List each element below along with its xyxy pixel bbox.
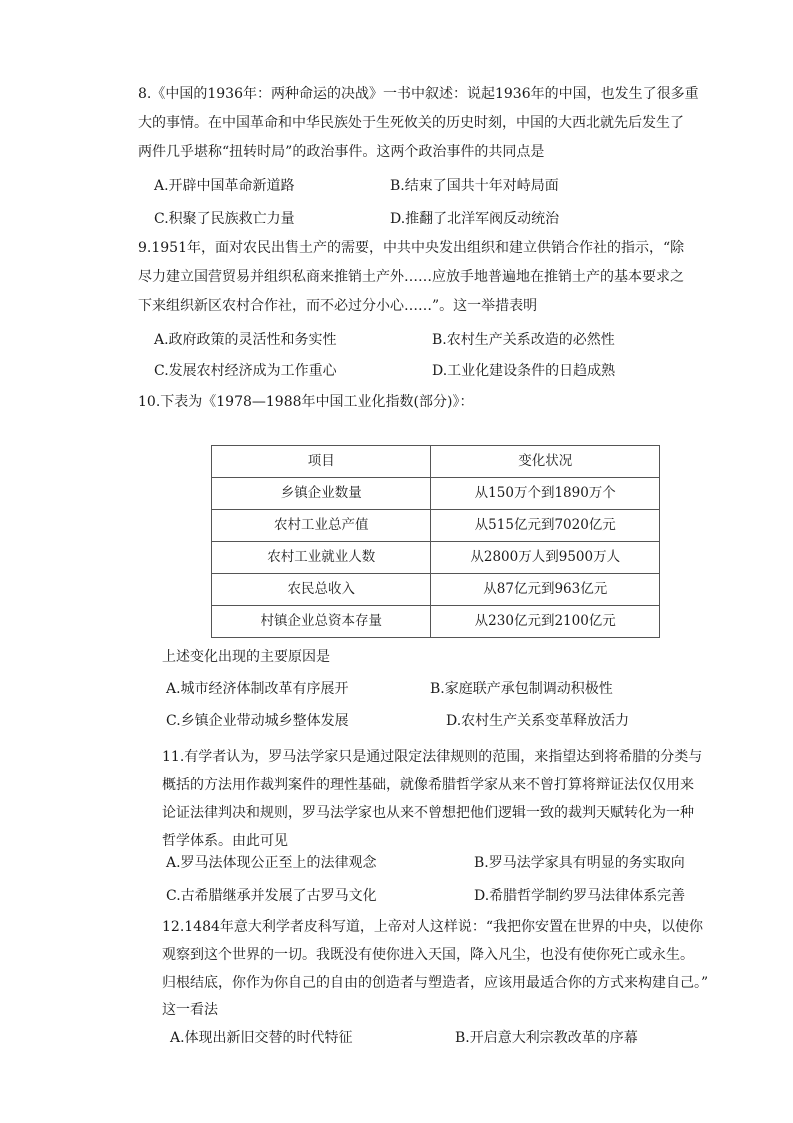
table-cell: 从87亿元到963亿元 [431, 574, 660, 606]
q10-intro: 10.下表为《1978—1988年中国工业化指数(部分)》： [138, 394, 474, 410]
table-row [212, 478, 660, 510]
q11-line-3: 论证法律判决和规则，罗马法学家也从来不曾想把他们逻辑一致的裁判天赋转化为一种 [162, 805, 694, 821]
q8-option-c: C.积聚了民族救亡力量 [154, 211, 295, 227]
table-row [212, 542, 660, 574]
q10-option-a: A.城市经济体制改革有序展开 [166, 681, 349, 697]
table-cell: 从515亿元到7020亿元 [431, 510, 660, 542]
q10-option-b: B.家庭联产承包制调动积极性 [430, 681, 613, 697]
table-cell: 从2800万人到9500万人 [431, 542, 660, 574]
q12-line-4: 这一看法 [162, 1002, 218, 1018]
q8-option-d: D.推翻了北洋军阀反动统治 [390, 211, 560, 227]
q10-option-c: C.乡镇企业带动城乡整体发展 [166, 713, 349, 729]
q9-option-d: D.工业化建设条件的日趋成熟 [432, 363, 616, 379]
table-row [212, 606, 660, 638]
q10-question: 上述变化出现的主要原因是 [162, 649, 330, 665]
q11-option-c: C.古希腊继承并发展了古罗马文化 [166, 888, 377, 904]
table-cell: 农民总收入 [212, 574, 431, 606]
q8-option-a: A.开辟中国革命新道路 [154, 178, 295, 194]
q8-line-1: 8.《中国的1936年：两种命运的决战》一书中叙述：说起1936年的中国，也发生了很多重 [138, 86, 699, 102]
table-header-row [212, 446, 660, 478]
q9-line-3: 下来组织新区农村合作社，而不必过分小心……”。这一举措表明 [138, 298, 538, 314]
table-row [212, 574, 660, 606]
q11-option-d: D.希腊哲学制约罗马法律体系完善 [474, 888, 686, 904]
q9-line-1: 9.1951年，面对农民出售土产的需要，中共中央发出组织和建立供销合作社的指示，“除 [138, 240, 685, 256]
q12-line-2: 观察到这个世界的一切。我既没有使你进入天国，降入凡尘，也没有使你死亡或永生。 [162, 947, 694, 963]
q12-line-3: 归根结底，你作为你自己的自由的创造者与塑造者，应该用最适合你的方式来构建自己。” [162, 975, 709, 991]
q11-line-1: 11.有学者认为，罗马法学家只是通过限定法律规则的范围，来指望达到将希腊的分类与 [162, 749, 703, 765]
q11-option-a: A.罗马法体现公正至上的法律观念 [166, 855, 377, 871]
q9-option-c: C.发展农村经济成为工作重心 [154, 363, 337, 379]
q11-line-2: 概括的方法用作裁判案件的理性基础，就像希腊哲学家从来不曾打算将辩证法仅仅用来 [162, 777, 694, 793]
q12-option-a: A.体现出新旧交替的时代特征 [170, 1030, 353, 1046]
q8-line-3: 两件几乎堪称“扭转时局”的政治事件。这两个政治事件的共同点是 [138, 144, 545, 160]
q9-line-2: 尽力建立国营贸易并组织私商来推销土产外……应放手地普遍地在推销土产的基本要求之 [138, 269, 684, 285]
q8-line-2: 大的事情。在中国革命和中华民族处于生死攸关的历史时刻，中国的大西北就先后发生了 [138, 115, 684, 131]
q9-option-b: B.农村生产关系改造的必然性 [432, 332, 615, 348]
table-cell: 乡镇企业数量 [212, 478, 431, 510]
table-header-change: 变化状况 [431, 446, 660, 478]
q9-option-a: A.政府政策的灵活性和务实性 [154, 332, 337, 348]
table-header-item: 项目 [212, 446, 431, 478]
q10-option-d: D.农村生产关系变革释放活力 [446, 713, 630, 729]
q11-option-b: B.罗马法学家具有明显的务实取向 [474, 855, 685, 871]
table-cell: 农村工业就业人数 [212, 542, 431, 574]
industrialization-table [211, 445, 660, 638]
table-cell: 村镇企业总资本存量 [212, 606, 431, 638]
q11-line-4: 哲学体系。由此可见 [162, 833, 288, 849]
table-cell: 从150万个到1890万个 [431, 478, 660, 510]
q8-option-b: B.结束了国共十年对峙局面 [390, 178, 559, 194]
table-cell: 农村工业总产值 [212, 510, 431, 542]
table-row [212, 510, 660, 542]
table-cell: 从230亿元到2100亿元 [431, 606, 660, 638]
q12-option-b: B.开启意大利宗教改革的序幕 [455, 1030, 638, 1046]
q12-line-1: 12.1484年意大利学者皮科写道，上帝对人这样说：“我把你安置在世界的中央，以使你 [162, 919, 704, 935]
